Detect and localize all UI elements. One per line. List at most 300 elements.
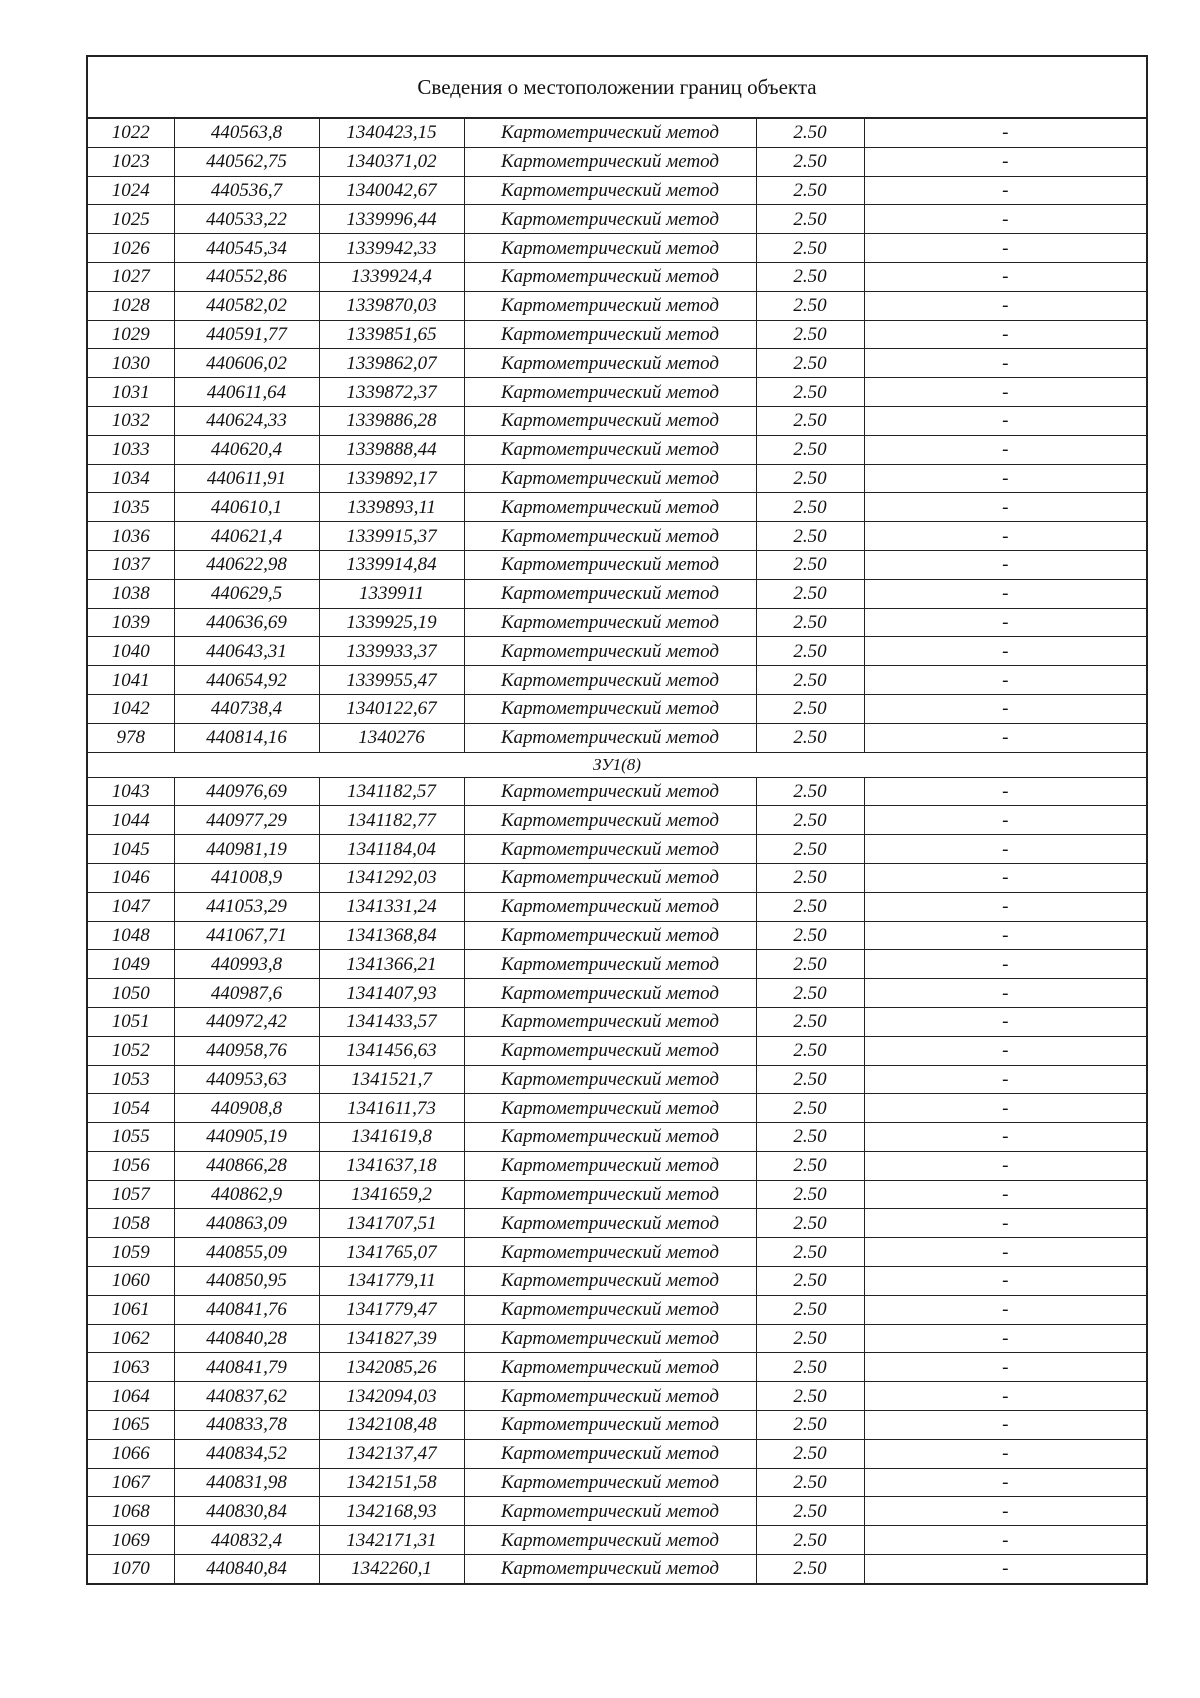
point-number-cell: 1057 (88, 1180, 174, 1209)
method-cell: Картометрический метод (464, 493, 756, 522)
x-coordinate-cell: 440654,92 (174, 666, 319, 695)
point-number-cell: 1066 (88, 1439, 174, 1468)
table-row (88, 1439, 1146, 1468)
table-row (88, 176, 1146, 205)
accuracy-cell: 2.50 (756, 637, 864, 666)
y-coordinate-cell: 1339862,07 (319, 349, 464, 378)
point-number-cell: 1068 (88, 1497, 174, 1526)
method-cell: Картометрический метод (464, 1151, 756, 1180)
x-coordinate-cell: 440620,4 (174, 435, 319, 464)
table-row (88, 406, 1146, 435)
table-row (88, 522, 1146, 551)
y-coordinate-cell: 1341619,8 (319, 1123, 464, 1152)
point-number-cell: 1052 (88, 1036, 174, 1065)
y-coordinate-cell: 1339915,37 (319, 522, 464, 551)
table-row (88, 378, 1146, 407)
y-coordinate-cell: 1339914,84 (319, 550, 464, 579)
x-coordinate-cell: 440993,8 (174, 950, 319, 979)
y-coordinate-cell: 1339870,03 (319, 291, 464, 320)
table-row (88, 863, 1146, 892)
table-row (88, 723, 1146, 752)
accuracy-cell: 2.50 (756, 863, 864, 892)
x-coordinate-cell: 440831,98 (174, 1468, 319, 1497)
description-cell: - (864, 406, 1146, 435)
point-number-cell: 978 (88, 723, 174, 752)
method-cell: Картометрический метод (464, 921, 756, 950)
description-cell: - (864, 234, 1146, 263)
description-cell: - (864, 892, 1146, 921)
method-cell: Картометрический метод (464, 550, 756, 579)
y-coordinate-cell: 1341456,63 (319, 1036, 464, 1065)
x-coordinate-cell: 440830,84 (174, 1497, 319, 1526)
accuracy-cell: 2.50 (756, 378, 864, 407)
method-cell: Картометрический метод (464, 320, 756, 349)
y-coordinate-cell: 1342094,03 (319, 1382, 464, 1411)
accuracy-cell: 2.50 (756, 1065, 864, 1094)
y-coordinate-cell: 1341331,24 (319, 892, 464, 921)
accuracy-cell: 2.50 (756, 1151, 864, 1180)
y-coordinate-cell: 1341182,77 (319, 806, 464, 835)
table-row (88, 921, 1146, 950)
point-number-cell: 1035 (88, 493, 174, 522)
point-number-cell: 1048 (88, 921, 174, 950)
point-number-cell: 1043 (88, 777, 174, 806)
table-row (88, 320, 1146, 349)
section-row (88, 752, 1146, 777)
y-coordinate-cell: 1341765,07 (319, 1238, 464, 1267)
accuracy-cell: 2.50 (756, 723, 864, 752)
point-number-cell: 1038 (88, 579, 174, 608)
method-cell: Картометрический метод (464, 378, 756, 407)
accuracy-cell: 2.50 (756, 1324, 864, 1353)
point-number-cell: 1054 (88, 1094, 174, 1123)
table-row (88, 1555, 1146, 1583)
accuracy-cell: 2.50 (756, 349, 864, 378)
method-cell: Картометрический метод (464, 435, 756, 464)
point-number-cell: 1032 (88, 406, 174, 435)
point-number-cell: 1062 (88, 1324, 174, 1353)
description-cell: - (864, 119, 1146, 147)
y-coordinate-cell: 1339886,28 (319, 406, 464, 435)
y-coordinate-cell: 1339933,37 (319, 637, 464, 666)
description-cell: - (864, 1267, 1146, 1296)
description-cell: - (864, 637, 1146, 666)
description-cell: - (864, 1468, 1146, 1497)
table-row (88, 1468, 1146, 1497)
x-coordinate-cell: 440841,76 (174, 1295, 319, 1324)
description-cell: - (864, 320, 1146, 349)
point-number-cell: 1037 (88, 550, 174, 579)
description-cell: - (864, 147, 1146, 176)
point-number-cell: 1047 (88, 892, 174, 921)
method-cell: Картометрический метод (464, 406, 756, 435)
accuracy-cell: 2.50 (756, 234, 864, 263)
table-row (88, 806, 1146, 835)
method-cell: Картометрический метод (464, 666, 756, 695)
description-cell: - (864, 1324, 1146, 1353)
y-coordinate-cell: 1339872,37 (319, 378, 464, 407)
point-number-cell: 1033 (88, 435, 174, 464)
method-cell: Картометрический метод (464, 1295, 756, 1324)
x-coordinate-cell: 440582,02 (174, 291, 319, 320)
method-cell: Картометрический метод (464, 637, 756, 666)
method-cell: Картометрический метод (464, 1439, 756, 1468)
method-cell: Картометрический метод (464, 147, 756, 176)
point-number-cell: 1049 (88, 950, 174, 979)
table-row (88, 1007, 1146, 1036)
y-coordinate-cell: 1342085,26 (319, 1353, 464, 1382)
description-cell: - (864, 1555, 1146, 1583)
method-cell: Картометрический метод (464, 262, 756, 291)
y-coordinate-cell: 1341182,57 (319, 777, 464, 806)
table-row (88, 435, 1146, 464)
accuracy-cell: 2.50 (756, 550, 864, 579)
x-coordinate-cell: 440611,64 (174, 378, 319, 407)
method-cell: Картометрический метод (464, 1123, 756, 1152)
description-cell: - (864, 921, 1146, 950)
table-row (88, 1238, 1146, 1267)
table-row (88, 1151, 1146, 1180)
point-number-cell: 1064 (88, 1382, 174, 1411)
x-coordinate-cell: 440863,09 (174, 1209, 319, 1238)
accuracy-cell: 2.50 (756, 464, 864, 493)
y-coordinate-cell: 1339924,4 (319, 262, 464, 291)
y-coordinate-cell: 1340423,15 (319, 119, 464, 147)
point-number-cell: 1070 (88, 1555, 174, 1583)
x-coordinate-cell: 440840,84 (174, 1555, 319, 1583)
accuracy-cell: 2.50 (756, 1468, 864, 1497)
point-number-cell: 1024 (88, 176, 174, 205)
accuracy-cell: 2.50 (756, 950, 864, 979)
accuracy-cell: 2.50 (756, 320, 864, 349)
method-cell: Картометрический метод (464, 835, 756, 864)
accuracy-cell: 2.50 (756, 694, 864, 723)
x-coordinate-cell: 440958,76 (174, 1036, 319, 1065)
method-cell: Картометрический метод (464, 950, 756, 979)
description-cell: - (864, 522, 1146, 551)
accuracy-cell: 2.50 (756, 176, 864, 205)
x-coordinate-cell: 440738,4 (174, 694, 319, 723)
point-number-cell: 1061 (88, 1295, 174, 1324)
point-number-cell: 1041 (88, 666, 174, 695)
accuracy-cell: 2.50 (756, 979, 864, 1008)
x-coordinate-cell: 440621,4 (174, 522, 319, 551)
boundary-table-sheet (86, 55, 1148, 1585)
description-cell: - (864, 777, 1146, 806)
y-coordinate-cell: 1339942,33 (319, 234, 464, 263)
point-number-cell: 1025 (88, 205, 174, 234)
table-row (88, 262, 1146, 291)
point-number-cell: 1069 (88, 1526, 174, 1555)
method-cell: Картометрический метод (464, 119, 756, 147)
accuracy-cell: 2.50 (756, 1439, 864, 1468)
description-cell: - (864, 666, 1146, 695)
table-row (88, 694, 1146, 723)
y-coordinate-cell: 1339911 (319, 579, 464, 608)
table-row (88, 1353, 1146, 1382)
method-cell: Картометрический метод (464, 979, 756, 1008)
table-row (88, 1123, 1146, 1152)
section-label: ЗУ1(8) (88, 752, 1146, 777)
y-coordinate-cell: 1341707,51 (319, 1209, 464, 1238)
method-cell: Картометрический метод (464, 234, 756, 263)
method-cell: Картометрический метод (464, 1267, 756, 1296)
table-row (88, 950, 1146, 979)
method-cell: Картометрический метод (464, 1353, 756, 1382)
table-row (88, 1036, 1146, 1065)
table-row (88, 1411, 1146, 1440)
y-coordinate-cell: 1339996,44 (319, 205, 464, 234)
method-cell: Картометрический метод (464, 1468, 756, 1497)
accuracy-cell: 2.50 (756, 921, 864, 950)
x-coordinate-cell: 440953,63 (174, 1065, 319, 1094)
description-cell: - (864, 1065, 1146, 1094)
table-title: Сведения о местоположении границ объекта (88, 57, 1146, 119)
description-cell: - (864, 378, 1146, 407)
accuracy-cell: 2.50 (756, 406, 864, 435)
point-number-cell: 1051 (88, 1007, 174, 1036)
point-number-cell: 1050 (88, 979, 174, 1008)
table-row (88, 1295, 1146, 1324)
x-coordinate-cell: 440908,8 (174, 1094, 319, 1123)
point-number-cell: 1059 (88, 1238, 174, 1267)
description-cell: - (864, 1382, 1146, 1411)
point-number-cell: 1056 (88, 1151, 174, 1180)
description-cell: - (864, 1094, 1146, 1123)
accuracy-cell: 2.50 (756, 666, 864, 695)
description-cell: - (864, 1295, 1146, 1324)
y-coordinate-cell: 1342168,93 (319, 1497, 464, 1526)
point-number-cell: 1044 (88, 806, 174, 835)
method-cell: Картометрический метод (464, 777, 756, 806)
point-number-cell: 1053 (88, 1065, 174, 1094)
point-number-cell: 1026 (88, 234, 174, 263)
table-row (88, 1382, 1146, 1411)
accuracy-cell: 2.50 (756, 1411, 864, 1440)
x-coordinate-cell: 441008,9 (174, 863, 319, 892)
accuracy-cell: 2.50 (756, 1238, 864, 1267)
description-cell: - (864, 1238, 1146, 1267)
x-coordinate-cell: 440624,33 (174, 406, 319, 435)
y-coordinate-cell: 1339892,17 (319, 464, 464, 493)
description-cell: - (864, 1180, 1146, 1209)
x-coordinate-cell: 440834,52 (174, 1439, 319, 1468)
x-coordinate-cell: 440562,75 (174, 147, 319, 176)
description-cell: - (864, 464, 1146, 493)
x-coordinate-cell: 440981,19 (174, 835, 319, 864)
x-coordinate-cell: 440552,86 (174, 262, 319, 291)
accuracy-cell: 2.50 (756, 1497, 864, 1526)
method-cell: Картометрический метод (464, 1555, 756, 1583)
point-number-cell: 1031 (88, 378, 174, 407)
table-row (88, 291, 1146, 320)
table-row (88, 637, 1146, 666)
method-cell: Картометрический метод (464, 1209, 756, 1238)
method-cell: Картометрический метод (464, 1007, 756, 1036)
method-cell: Картометрический метод (464, 1526, 756, 1555)
method-cell: Картометрический метод (464, 723, 756, 752)
description-cell: - (864, 1526, 1146, 1555)
y-coordinate-cell: 1341407,93 (319, 979, 464, 1008)
x-coordinate-cell: 440850,95 (174, 1267, 319, 1296)
point-number-cell: 1065 (88, 1411, 174, 1440)
accuracy-cell: 2.50 (756, 1209, 864, 1238)
accuracy-cell: 2.50 (756, 262, 864, 291)
x-coordinate-cell: 440862,9 (174, 1180, 319, 1209)
x-coordinate-cell: 440832,4 (174, 1526, 319, 1555)
accuracy-cell: 2.50 (756, 1353, 864, 1382)
accuracy-cell: 2.50 (756, 493, 864, 522)
method-cell: Картометрический метод (464, 608, 756, 637)
table-row (88, 119, 1146, 147)
method-cell: Картометрический метод (464, 863, 756, 892)
y-coordinate-cell: 1341659,2 (319, 1180, 464, 1209)
description-cell: - (864, 1497, 1146, 1526)
x-coordinate-cell: 440976,69 (174, 777, 319, 806)
table-row (88, 550, 1146, 579)
table-row (88, 234, 1146, 263)
table-row (88, 608, 1146, 637)
y-coordinate-cell: 1341292,03 (319, 863, 464, 892)
description-cell: - (864, 1209, 1146, 1238)
accuracy-cell: 2.50 (756, 1382, 864, 1411)
description-cell: - (864, 1007, 1146, 1036)
method-cell: Картометрический метод (464, 694, 756, 723)
method-cell: Картометрический метод (464, 1180, 756, 1209)
point-number-cell: 1029 (88, 320, 174, 349)
y-coordinate-cell: 1339955,47 (319, 666, 464, 695)
accuracy-cell: 2.50 (756, 1267, 864, 1296)
method-cell: Картометрический метод (464, 176, 756, 205)
accuracy-cell: 2.50 (756, 205, 864, 234)
table-row (88, 1065, 1146, 1094)
table-row (88, 835, 1146, 864)
table-row (88, 979, 1146, 1008)
y-coordinate-cell: 1342151,58 (319, 1468, 464, 1497)
x-coordinate-cell: 440610,1 (174, 493, 319, 522)
y-coordinate-cell: 1342260,1 (319, 1555, 464, 1583)
point-number-cell: 1063 (88, 1353, 174, 1382)
x-coordinate-cell: 440855,09 (174, 1238, 319, 1267)
point-number-cell: 1046 (88, 863, 174, 892)
x-coordinate-cell: 440533,22 (174, 205, 319, 234)
y-coordinate-cell: 1341779,11 (319, 1267, 464, 1296)
method-cell: Картометрический метод (464, 1065, 756, 1094)
x-coordinate-cell: 440536,7 (174, 176, 319, 205)
description-cell: - (864, 176, 1146, 205)
description-cell: - (864, 1151, 1146, 1180)
table-row (88, 205, 1146, 234)
accuracy-cell: 2.50 (756, 1007, 864, 1036)
point-number-cell: 1028 (88, 291, 174, 320)
accuracy-cell: 2.50 (756, 1180, 864, 1209)
method-cell: Картометрический метод (464, 1036, 756, 1065)
y-coordinate-cell: 1340371,02 (319, 147, 464, 176)
method-cell: Картометрический метод (464, 1094, 756, 1123)
accuracy-cell: 2.50 (756, 119, 864, 147)
accuracy-cell: 2.50 (756, 1295, 864, 1324)
table-row (88, 1324, 1146, 1353)
description-cell: - (864, 493, 1146, 522)
accuracy-cell: 2.50 (756, 1123, 864, 1152)
x-coordinate-cell: 440833,78 (174, 1411, 319, 1440)
method-cell: Картометрический метод (464, 291, 756, 320)
x-coordinate-cell: 440866,28 (174, 1151, 319, 1180)
y-coordinate-cell: 1341611,73 (319, 1094, 464, 1123)
accuracy-cell: 2.50 (756, 1036, 864, 1065)
method-cell: Картометрический метод (464, 579, 756, 608)
method-cell: Картометрический метод (464, 464, 756, 493)
description-cell: - (864, 550, 1146, 579)
y-coordinate-cell: 1341368,84 (319, 921, 464, 950)
y-coordinate-cell: 1341827,39 (319, 1324, 464, 1353)
x-coordinate-cell: 440563,8 (174, 119, 319, 147)
y-coordinate-cell: 1341184,04 (319, 835, 464, 864)
accuracy-cell: 2.50 (756, 892, 864, 921)
y-coordinate-cell: 1339893,11 (319, 493, 464, 522)
accuracy-cell: 2.50 (756, 806, 864, 835)
point-number-cell: 1067 (88, 1468, 174, 1497)
point-number-cell: 1030 (88, 349, 174, 378)
y-coordinate-cell: 1340042,67 (319, 176, 464, 205)
table-row (88, 1497, 1146, 1526)
table-row (88, 147, 1146, 176)
x-coordinate-cell: 440841,79 (174, 1353, 319, 1382)
method-cell: Картометрический метод (464, 1497, 756, 1526)
description-cell: - (864, 835, 1146, 864)
method-cell: Картометрический метод (464, 806, 756, 835)
table-row (88, 892, 1146, 921)
description-cell: - (864, 262, 1146, 291)
table-row (88, 1267, 1146, 1296)
boundary-points-table (88, 119, 1146, 1583)
table-row (88, 1526, 1146, 1555)
point-number-cell: 1040 (88, 637, 174, 666)
accuracy-cell: 2.50 (756, 579, 864, 608)
accuracy-cell: 2.50 (756, 435, 864, 464)
description-cell: - (864, 950, 1146, 979)
description-cell: - (864, 608, 1146, 637)
y-coordinate-cell: 1340276 (319, 723, 464, 752)
x-coordinate-cell: 440591,77 (174, 320, 319, 349)
description-cell: - (864, 1123, 1146, 1152)
y-coordinate-cell: 1341521,7 (319, 1065, 464, 1094)
description-cell: - (864, 291, 1146, 320)
method-cell: Картометрический метод (464, 1238, 756, 1267)
table-row (88, 1180, 1146, 1209)
method-cell: Картометрический метод (464, 349, 756, 378)
x-coordinate-cell: 440972,42 (174, 1007, 319, 1036)
point-number-cell: 1023 (88, 147, 174, 176)
accuracy-cell: 2.50 (756, 522, 864, 551)
y-coordinate-cell: 1341637,18 (319, 1151, 464, 1180)
x-coordinate-cell: 440814,16 (174, 723, 319, 752)
x-coordinate-cell: 440606,02 (174, 349, 319, 378)
y-coordinate-cell: 1342171,31 (319, 1526, 464, 1555)
x-coordinate-cell: 441067,71 (174, 921, 319, 950)
accuracy-cell: 2.50 (756, 1526, 864, 1555)
x-coordinate-cell: 440622,98 (174, 550, 319, 579)
method-cell: Картометрический метод (464, 205, 756, 234)
description-cell: - (864, 1439, 1146, 1468)
accuracy-cell: 2.50 (756, 777, 864, 806)
y-coordinate-cell: 1339925,19 (319, 608, 464, 637)
accuracy-cell: 2.50 (756, 1094, 864, 1123)
table-row (88, 579, 1146, 608)
method-cell: Картометрический метод (464, 522, 756, 551)
table-row (88, 1094, 1146, 1123)
point-number-cell: 1034 (88, 464, 174, 493)
